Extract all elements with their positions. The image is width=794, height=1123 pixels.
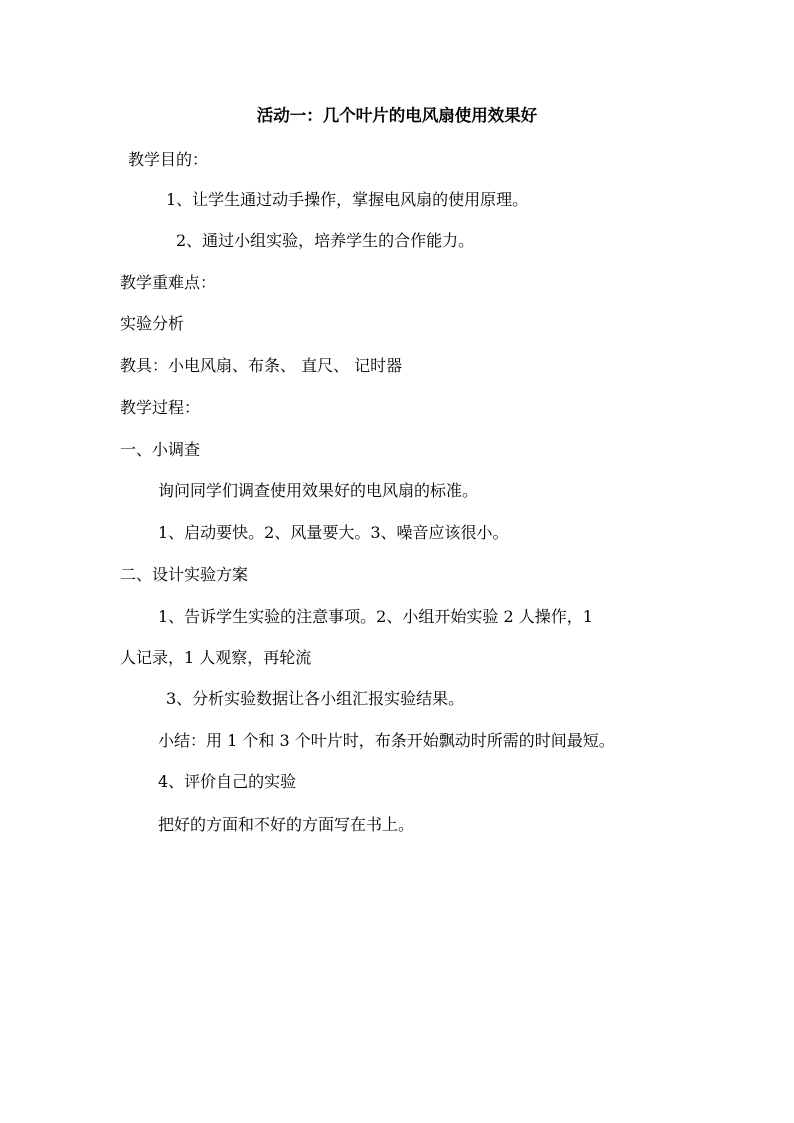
key-difficulties-text: 实验分析 [120,314,185,333]
teaching-aids-line: 教具：小电风扇、布条、 直尺、 记时器 [120,356,403,375]
experiment-step-1-continued: 人记录，1 人观察，再轮流 [120,648,312,667]
section-experiment-heading: 二、设计实验方案 [120,565,249,584]
summary-line: 小结：用 1 个和 3 个叶片时，布条开始飘动时所需的时间最短。 [158,731,615,750]
document-title: 活动一：几个叶片的电风扇使用效果好 [256,106,538,125]
evaluation-line: 把好的方面和不好的方面写在书上。 [158,815,415,834]
survey-criteria-line: 1、启动要快。2、风量要大。3、噪音应该很小。 [158,523,509,542]
section-survey-heading: 一、小调查 [120,440,201,459]
teaching-objectives-heading: 教学目的： [128,150,209,169]
teaching-process-heading: 教学过程： [120,398,201,417]
survey-question-line: 询问同学们调查使用效果好的电风扇的标准。 [158,481,479,500]
experiment-step-4-line: 4、评价自己的实验 [158,772,297,791]
experiment-step-1-line: 1、告诉学生实验的注意事项。2、小组开始实验 2 人操作，1 [158,607,593,626]
objective-item-1: 1、让学生通过动手操作，掌握电风扇的使用原理。 [166,190,529,209]
objective-item-2: 2、通过小组实验，培养学生的合作能力。 [176,231,475,250]
experiment-step-3-line: 3、分析实验数据让各小组汇报实验结果。 [166,689,465,708]
key-difficulties-heading: 教学重难点： [120,273,217,292]
